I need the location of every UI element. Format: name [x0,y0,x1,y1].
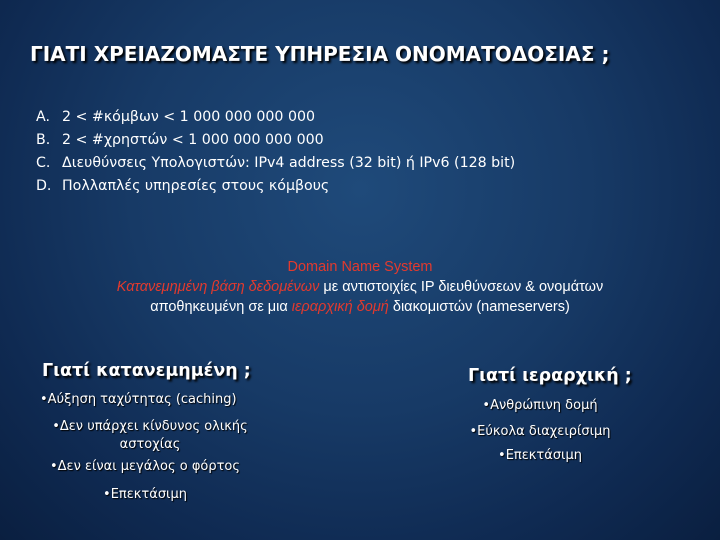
list-item [440,397,640,415]
dns-line-2-start: αποθηκευμένη σε μια [150,299,292,315]
dns-line-1 [0,277,720,297]
bullet-text: Εύκολα διαχειρίσιμη [477,424,611,439]
list-marker: D. [36,178,52,194]
list-item [40,391,260,409]
list-item-text: Πολλαπλές υπηρεσίες στους κόμβους [62,178,330,194]
dns-line-2 [0,297,720,317]
bullet-icon: • [49,459,58,474]
list-item [40,458,250,476]
dns-highlight-hierarchical: ιεραρχική δομή [291,299,389,315]
bullet-icon: • [52,419,60,434]
list-item [440,423,640,441]
bullet-text-continued: αστοχίας [119,437,181,452]
bullet-icon: • [469,424,478,439]
bullet-icon: • [482,398,491,413]
bullet-text: Επεκτάσιμη [110,487,187,502]
list-item [36,106,515,129]
slide-title: ΓΙΑΤΙ ΧΡΕΙΑΖΟΜΑΣΤΕ ΥΠΗΡΕΣΙΑ ΟΝΟΜΑΤΟΔΟΣΙΑΣ ; [30,42,610,66]
bullet-icon: • [40,392,48,407]
dns-title: Domain Name System [287,259,433,275]
list-item [36,152,515,175]
bullet-text: Δεν υπάρχει κίνδυνος ολικής [59,419,248,434]
list-item [36,175,515,198]
left-column-heading: Γιατί κατανεμημένη ; [42,361,251,381]
bullet-icon: • [498,448,506,463]
dns-line-1-rest: με αντιστοιχίες IP διευθύνσεων & ονομάτων [319,279,604,295]
list-marker: B. [36,132,51,148]
bullet-text: Αύξηση ταχύτητας (caching) [47,392,237,407]
list-item [440,447,640,465]
list-item-text: Διευθύνσεις Υπολογιστών: IPv4 address (32 bit) ή IPv6 (128 bit) [62,155,516,171]
dns-line-2-end: διακομιστών (nameservers) [388,299,570,315]
list-item [36,129,515,152]
bullet-icon: • [103,487,111,502]
bullet-text: Δεν είναι μεγάλος ο φόρτος [57,459,241,474]
right-column-heading: Γιατί ιεραρχική ; [468,366,632,386]
list-item-text: 2 < #χρηστών < 1 000 000 000 000 [62,132,324,148]
dns-highlight-distributed: Κατανεμημένη βάση δεδομένων [116,279,320,295]
bullet-text: Ανθρώπινη δομή [490,398,598,413]
list-item [40,418,260,454]
list-marker: A. [36,109,50,125]
list-marker: C. [36,155,51,171]
bullet-text: Επεκτάσιμη [505,448,582,463]
requirements-list [36,106,515,198]
list-item [40,486,250,504]
list-item-text: 2 < #κόμβων < 1 000 000 000 000 [62,109,316,125]
dns-definition [0,257,720,317]
